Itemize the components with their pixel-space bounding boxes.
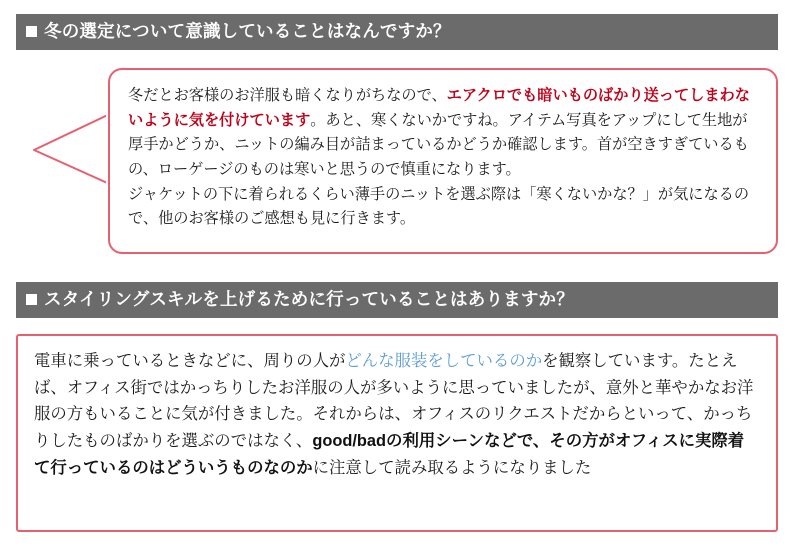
answer-1-run-1: 冬だとお客様のお洋服も暗くなりがちなので、 (128, 87, 447, 104)
answer-2-run-4-highlight: good/badの利用シーンなどで、その方がオフィスに実際着て行っているのはどういうものなのか (34, 432, 745, 477)
white-square-bullet-icon (26, 294, 37, 305)
answer-1-run-4: ジャケットの下に着られるくらい薄手のニットを選ぶ際は「寒くないかな？」が気になるので、他のお客様のご感想も見に行きます。 (128, 185, 750, 228)
answer-2-paragraph-1 (34, 348, 760, 482)
answer-box-2 (16, 334, 778, 532)
answer-1-paragraph-2 (128, 183, 758, 232)
answer-balloon-wrap-1 (16, 68, 778, 268)
section-heading-1 (16, 14, 778, 50)
answer-2-run-5: に注意して読み取るようになりました (312, 458, 592, 477)
balloon-tail-icon (32, 106, 114, 192)
answer-1-run-2-highlight: エアクロでも暗いものばかり送ってしまわないように気を付けています (128, 87, 750, 129)
answer-balloon-1 (108, 68, 778, 254)
white-square-bullet-icon (26, 26, 37, 37)
answer-2-run-3: を観察しています。たとえば、オフィス街ではかっちりしたお洋服の人が多いように思っていましたが、意外と華やかなお洋服の方もいることに気が付きました。それからは、オフィスのリクエストだからといって、かっちりしたものばかりを選ぶのではなく、 (34, 352, 754, 451)
section-heading-2 (16, 282, 778, 318)
answer-2-run-2-highlight: どんな服装をしているのか (345, 352, 543, 370)
section-heading-1-label: 冬の選定について意識していることはなんですか？ (44, 21, 451, 41)
section-heading-2-label: スタイリングスキルを上げるために行っていることはありますか？ (44, 289, 574, 309)
answer-1-run-3: 。あと、寒くないかですね。アイテム写真をアップにして生地が厚手かどうか、ニットの編み目が詰まっているかどうか確認します。首が空きすぎているもの、ローゲージのものは寒いと思うので慎重になります。 (128, 111, 749, 178)
answer-2-run-1: 電車に乗っているときなどに、周りの人が (34, 352, 346, 370)
answer-1-paragraph-1 (128, 84, 758, 183)
